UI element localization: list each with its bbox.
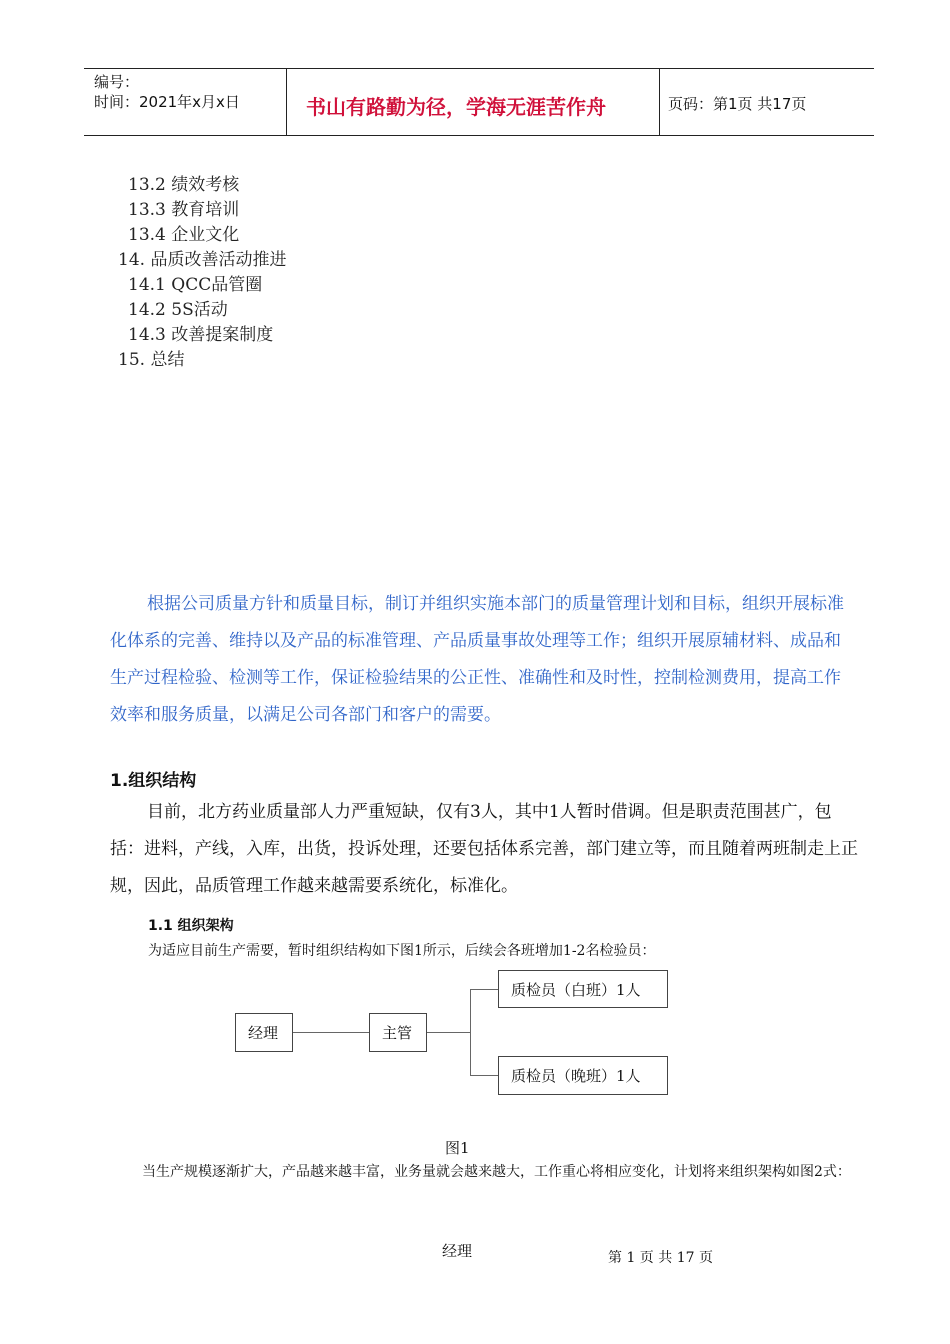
intro-text: 根据公司质量方针和质量目标，制订并组织实施本部门的质量管理计划和目标，组织开展标准化体系的完善、维持以及产品的标准管理、产品质量事故处理等工作；组织开展原辅材料、成品和生产过程检验、检测等工作，保证检验结果的公正性、准确性和及时性，控制检测费用，提高工作效率和服务质量，以满足公司各部门和客户的需要。	[110, 594, 844, 725]
section-paragraph-2-text: 当生产规模逐渐扩大，产品越来越丰富，业务量就会越来越大，工作重心将相应变化，计划将来组织架构如图2式：	[142, 1164, 851, 1180]
section-paragraph-2	[110, 1158, 855, 1186]
header-time-label: 时间：2021年x月x日	[94, 93, 240, 111]
toc-item: 14.3 改善提案制度	[128, 325, 274, 345]
figure-caption: 图1	[445, 1139, 470, 1157]
org-box-inspector-night	[498, 1056, 668, 1095]
page-footer: 第 1 页 共 17 页	[608, 1250, 713, 1266]
intro-paragraph	[110, 586, 855, 734]
toc-item: 15. 总结	[118, 350, 185, 370]
toc-item: 14.1 QCC品管圈	[128, 275, 263, 295]
header-bottom-rule	[84, 135, 874, 136]
org-box-manager	[235, 1013, 293, 1052]
connector-line	[470, 1075, 498, 1076]
toc-item: 13.4 企业文化	[128, 225, 240, 245]
org-box-inspector-day-label: 质检员（白班）1人	[511, 980, 641, 999]
connector-line	[293, 1032, 369, 1033]
header-divider-left	[286, 68, 287, 136]
header-page-label: 页码：第1页 共17页	[668, 95, 807, 113]
toc-item: 13.2 绩效考核	[128, 175, 240, 195]
org-box-inspector-day	[498, 970, 668, 1008]
connector-line	[470, 989, 498, 990]
toc-item: 14. 品质改善活动推进	[118, 250, 287, 270]
section-paragraph	[110, 794, 862, 905]
header-code-label: 编号：	[94, 73, 140, 91]
subsection-heading: 1.1 组织架构	[148, 918, 234, 934]
org-box-supervisor	[369, 1013, 427, 1052]
connector-line	[427, 1032, 470, 1033]
subsection-text: 为适应目前生产需要，暂时组织结构如下图1所示，后续会各班增加1-2名检验员：	[148, 943, 656, 959]
section-paragraph-text: 目前，北方药业质量部人力严重短缺，仅有3人，其中1人暂时借调。但是职责范围甚广，包括：进料，产线，入库，出货，投诉处理，还要包括体系完善，部门建立等，而且随着两班制走上正规，因此，品质管理工作越来越需要系统化，标准化。	[110, 802, 858, 896]
header-divider-right	[659, 68, 660, 136]
org-box-manager-label: 经理	[248, 1024, 279, 1042]
toc-item: 14.2 5S活动	[128, 300, 228, 320]
header-top-rule	[84, 68, 874, 69]
section-heading: 1.组织结构	[110, 771, 197, 791]
org-box-supervisor-label: 主管	[382, 1024, 413, 1042]
org-box-inspector-night-label: 质检员（晚班）1人	[511, 1067, 641, 1085]
toc-item: 13.3 教育培训	[128, 200, 240, 220]
org2-manager-label: 经理	[442, 1242, 473, 1260]
header-motto: 书山有路勤为径，学海无涯苦作舟	[306, 95, 606, 119]
connector-line	[470, 989, 471, 1075]
